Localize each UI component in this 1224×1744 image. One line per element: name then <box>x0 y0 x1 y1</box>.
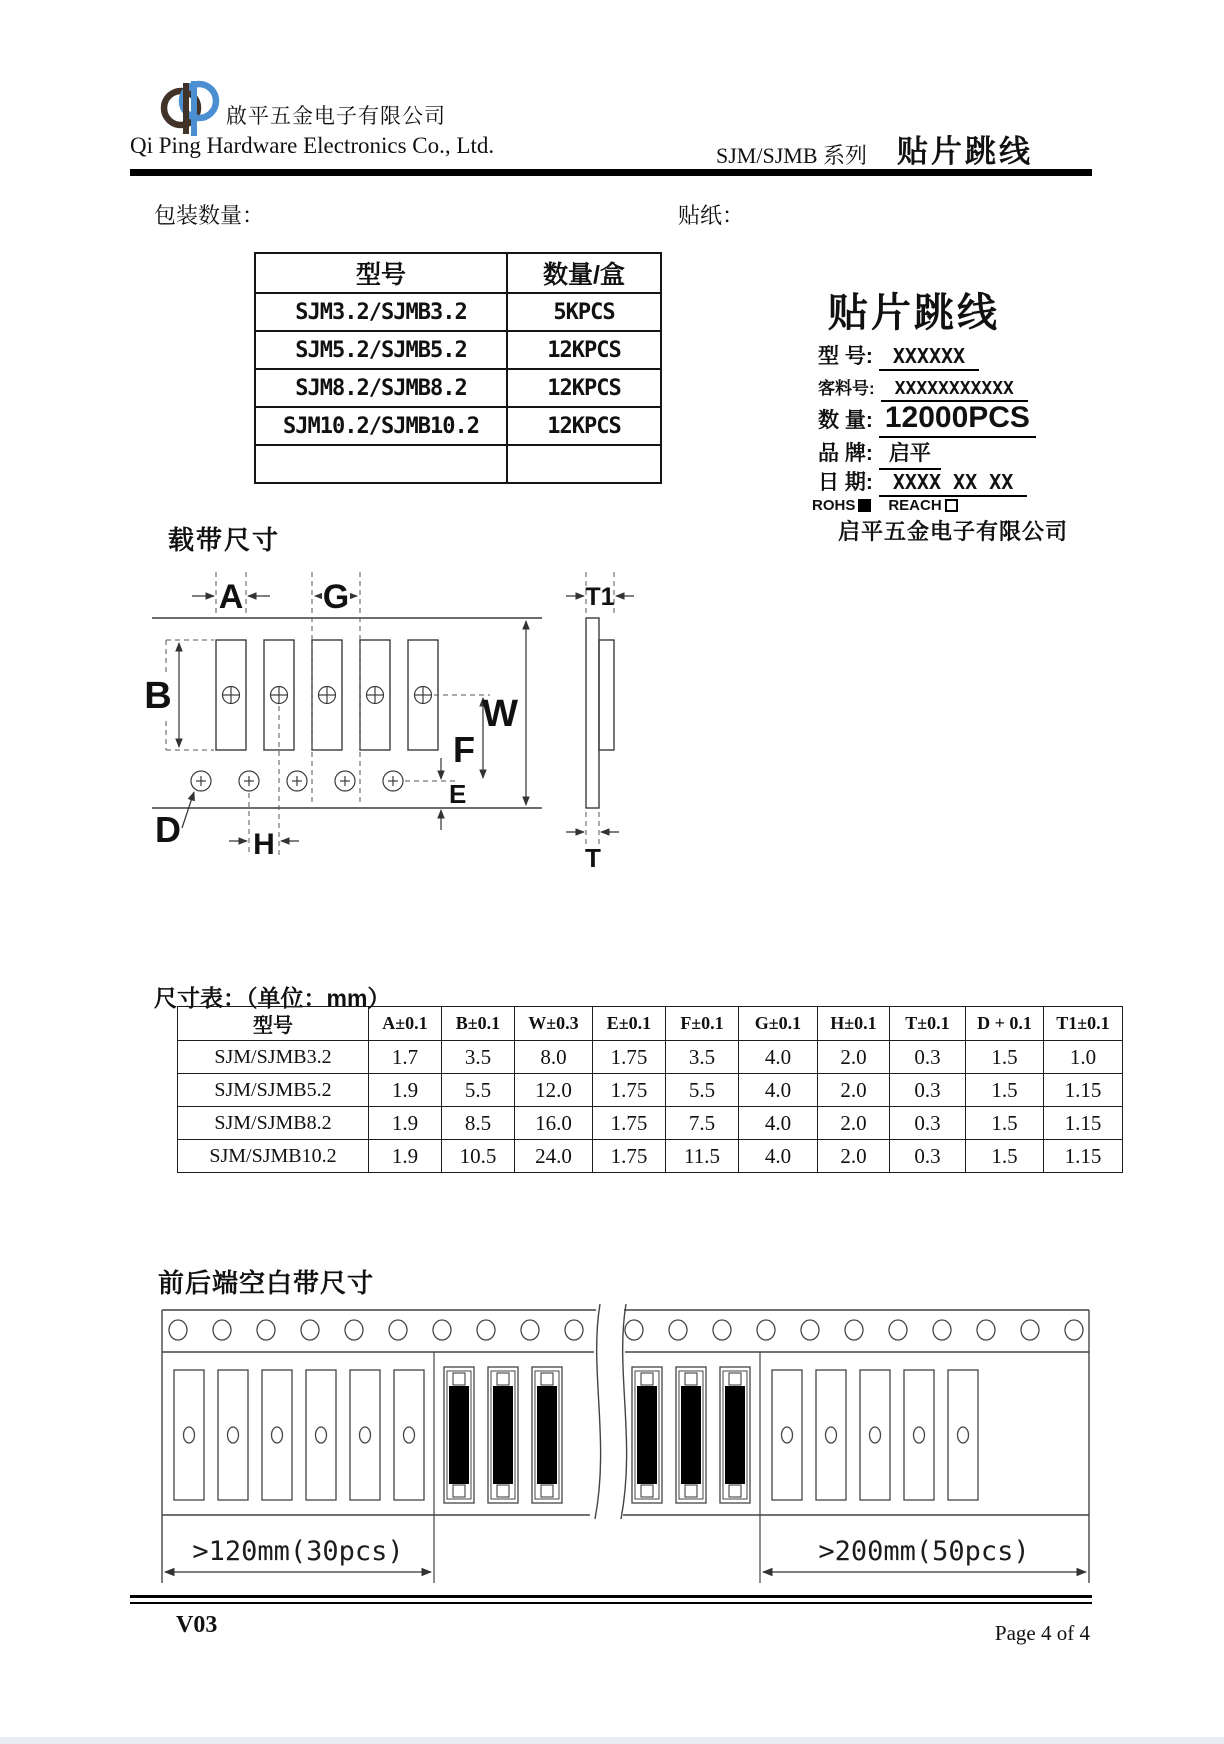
field-label: 数 量: <box>818 409 873 432</box>
sticker-company-name: 启平五金电子有限公司 <box>838 519 1069 544</box>
table-header-row <box>255 253 661 293</box>
table-cell: SJM/SJMB8.2 <box>178 1107 369 1140</box>
dimension-table <box>177 1006 1123 1173</box>
sprocket-holes <box>191 771 403 791</box>
table-cell: 1.9 <box>369 1140 442 1173</box>
rohs-label: ROHS <box>812 497 856 514</box>
table-cell: 1.75 <box>593 1074 666 1107</box>
footer-rule <box>130 1595 1092 1604</box>
field-label: 型 号: <box>818 345 873 368</box>
table-row <box>178 1074 1123 1107</box>
table-cell: 4.0 <box>739 1140 818 1173</box>
reach-unchecked-box-icon <box>945 499 958 512</box>
table-cell: SJM5.2/SJMB5.2 <box>255 331 507 369</box>
blank-tape-title: 前后端空白带尺寸 <box>158 1268 375 1298</box>
left-filled-pockets <box>444 1367 562 1503</box>
table-cell: 12KPCS <box>507 407 661 445</box>
table-cell: 1.7 <box>369 1041 442 1074</box>
table-cell: 2.0 <box>818 1140 890 1173</box>
packaging-section-label: 包装数量： <box>154 203 265 228</box>
document-version: V03 <box>176 1612 218 1638</box>
table-cell: SJM3.2/SJMB3.2 <box>255 293 507 331</box>
table-cell: 5.5 <box>442 1074 515 1107</box>
dim-label-D: D <box>155 809 181 850</box>
table-cell: SJM/SJMB5.2 <box>178 1074 369 1107</box>
header-cell: B±0.1 <box>442 1007 515 1041</box>
header-cell: T1±0.1 <box>1044 1007 1123 1041</box>
rohs-checked-box-icon <box>858 499 871 512</box>
header-rule <box>130 169 1092 176</box>
table-cell: 8.0 <box>515 1041 593 1074</box>
table-row <box>178 1107 1123 1140</box>
header-cell: E±0.1 <box>593 1007 666 1041</box>
table-cell: SJM10.2/SJMB10.2 <box>255 407 507 445</box>
table-cell: 1.5 <box>966 1140 1044 1173</box>
sticker-section-label: 贴纸： <box>678 203 745 228</box>
company-name-en: Qi Ping Hardware Electronics Co., Ltd. <box>130 133 495 158</box>
field-label: 客料号: <box>818 379 875 398</box>
table-cell: 0.3 <box>890 1107 966 1140</box>
table-cell: 0.3 <box>890 1074 966 1107</box>
header-cell: T±0.1 <box>890 1007 966 1041</box>
table-cell: 5KPCS <box>507 293 661 331</box>
company-logo-icon <box>152 70 226 140</box>
header-cell: F±0.1 <box>666 1007 739 1041</box>
bottom-edge-strip <box>0 1737 1224 1744</box>
table-cell: 1.75 <box>593 1041 666 1074</box>
table-cell: 4.0 <box>739 1074 818 1107</box>
table-cell: 0.3 <box>890 1140 966 1173</box>
sticker-field-model <box>818 340 979 371</box>
dim-label-T1: T1 <box>585 583 615 611</box>
table-cell <box>255 445 507 483</box>
header-cell-model: 型号 <box>255 253 507 293</box>
table-cell <box>507 445 661 483</box>
table-cell: 2.0 <box>818 1107 890 1140</box>
table-cell: 7.5 <box>666 1107 739 1140</box>
header-cell: G±0.1 <box>739 1007 818 1041</box>
table-cell: 1.15 <box>1044 1107 1123 1140</box>
field-value: XXXXXX <box>879 344 979 371</box>
table-cell: 1.9 <box>369 1107 442 1140</box>
table-row <box>255 445 661 483</box>
dim-label-E: E <box>449 779 467 809</box>
dim-label-H: H <box>253 828 275 861</box>
field-value: 启平 <box>879 437 941 470</box>
table-cell: 10.5 <box>442 1140 515 1173</box>
table-cell: 1.5 <box>966 1074 1044 1107</box>
table-cell: 2.0 <box>818 1041 890 1074</box>
table-cell: 12KPCS <box>507 369 661 407</box>
table-cell: 3.5 <box>666 1041 739 1074</box>
table-row <box>255 331 661 369</box>
dim-label-G: G <box>322 578 350 616</box>
table-cell: 0.3 <box>890 1041 966 1074</box>
sticker-field-customer-code <box>818 374 1028 402</box>
dimension-arrows <box>179 596 634 841</box>
table-cell: 8.5 <box>442 1107 515 1140</box>
company-name-cn: 啟平五金电子有限公司 <box>226 105 446 128</box>
right-empty-pockets <box>772 1370 978 1500</box>
carrier-tape-diagram <box>138 556 648 871</box>
left-empty-pockets <box>174 1370 424 1500</box>
table-row <box>178 1140 1123 1173</box>
field-value: XXXX XX XX <box>879 470 1027 497</box>
table-cell: 1.75 <box>593 1107 666 1140</box>
table-cell: 12.0 <box>515 1074 593 1107</box>
table-header-row <box>178 1007 1123 1041</box>
table-cell: 4.0 <box>739 1107 818 1140</box>
product-title: 贴片跳线 <box>897 134 1033 169</box>
table-cell: 12KPCS <box>507 331 661 369</box>
table-cell: SJM/SJMB3.2 <box>178 1041 369 1074</box>
page-number: Page 4 of 4 <box>994 1621 1090 1645</box>
table-row <box>255 369 661 407</box>
header-cell: 型号 <box>178 1007 369 1041</box>
table-cell: 1.5 <box>966 1041 1044 1074</box>
header-cell: H±0.1 <box>818 1007 890 1041</box>
table-cell: 2.0 <box>818 1074 890 1107</box>
header-cell: D + 0.1 <box>966 1007 1044 1041</box>
right-sprocket-holes <box>625 1320 1083 1340</box>
table-cell: 1.0 <box>1044 1041 1123 1074</box>
table-cell: 1.15 <box>1044 1140 1123 1173</box>
blank-tape-diagram <box>158 1300 1093 1590</box>
dim-label-F: F <box>453 729 475 770</box>
table-cell: 3.5 <box>442 1041 515 1074</box>
table-cell: 24.0 <box>515 1140 593 1173</box>
tape-side-view <box>586 618 614 808</box>
table-row <box>255 407 661 445</box>
field-value: XXXXXXXXXXX <box>881 378 1028 402</box>
label-masks <box>144 580 613 858</box>
table-row <box>178 1041 1123 1074</box>
right-filled-pockets <box>632 1367 750 1503</box>
dim-label-W: W <box>482 693 518 735</box>
table-cell: 11.5 <box>666 1140 739 1173</box>
sticker-field-quantity <box>818 401 1036 438</box>
packaging-table <box>254 252 662 484</box>
table-cell: 1.5 <box>966 1107 1044 1140</box>
field-label: 日 期: <box>818 471 873 494</box>
header-cell-qty: 数量/盒 <box>507 253 661 293</box>
header-cell: A±0.1 <box>369 1007 442 1041</box>
table-cell: 4.0 <box>739 1041 818 1074</box>
reach-label: REACH <box>888 497 942 514</box>
table-cell: SJM8.2/SJMB8.2 <box>255 369 507 407</box>
left-sprocket-holes <box>169 1320 583 1340</box>
sticker-field-date <box>818 466 1027 497</box>
table-cell: SJM/SJMB10.2 <box>178 1140 369 1173</box>
series-label: SJM/SJMB 系列 <box>716 143 868 168</box>
table-cell: 16.0 <box>515 1107 593 1140</box>
table-row <box>255 293 661 331</box>
field-label: 品 牌: <box>818 442 873 465</box>
dim-label-T: T <box>585 843 601 871</box>
leader-length-label: >120mm(30pcs) <box>192 1536 404 1567</box>
header-cell: W±0.3 <box>515 1007 593 1041</box>
dim-label-B: B <box>144 675 172 717</box>
compliance-row <box>812 497 972 514</box>
dim-label-A: A <box>218 578 244 616</box>
sticker-title: 贴片跳线 <box>828 291 1000 335</box>
tape-diagram-title: 载带尺寸 <box>168 525 281 555</box>
table-cell: 1.9 <box>369 1074 442 1107</box>
trailer-length-label: >200mm(50pcs) <box>818 1536 1030 1567</box>
table-cell: 5.5 <box>666 1074 739 1107</box>
table-cell: 1.75 <box>593 1140 666 1173</box>
field-value: 12000PCS <box>879 401 1036 438</box>
table-cell: 1.15 <box>1044 1074 1123 1107</box>
pocket-center-marks <box>223 687 432 704</box>
dimension-table-title: 尺寸表：（单位：mm） <box>154 985 391 1011</box>
